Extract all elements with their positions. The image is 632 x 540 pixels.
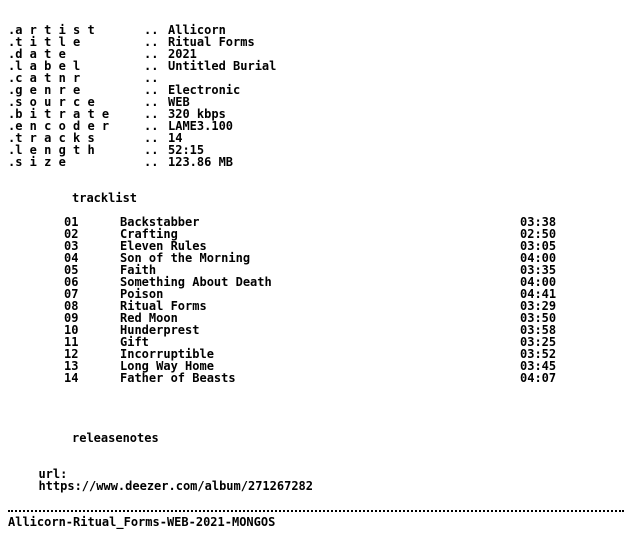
track-row [8,335,557,349]
track-duration: 04:00 [520,275,557,289]
meta-key: .s o u r c e [8,95,95,109]
tracklist-heading: tracklist [72,191,138,205]
meta-row-size [8,155,234,169]
meta-key: .s i z e [8,155,66,169]
track-row [8,323,557,337]
track-row [8,251,557,265]
dotted-divider [8,510,624,512]
track-title: Eleven Rules [120,239,207,253]
track-title: Backstabber [120,215,200,229]
track-title: Gift [120,335,149,349]
meta-separator: .. [144,95,159,109]
track-number: 10 [64,323,79,337]
meta-key: .l a b e l [8,59,81,73]
track-title: Father of Beasts [120,371,236,385]
meta-separator: .. [144,131,159,145]
track-number: 14 [64,371,79,385]
track-title: Hunderprest [120,323,200,337]
track-duration: 03:52 [520,347,557,361]
meta-separator: .. [144,71,159,85]
meta-separator: .. [144,47,159,61]
track-duration: 03:50 [520,311,557,325]
track-duration: 02:50 [520,227,557,241]
track-duration: 03:38 [520,215,557,229]
track-number: 04 [64,251,79,265]
track-number: 09 [64,311,79,325]
track-duration: 03:35 [520,263,557,277]
track-title: Crafting [120,227,178,241]
track-row [8,215,557,229]
track-number: 08 [64,299,79,313]
track-duration: 04:41 [520,287,557,301]
meta-separator: .. [144,83,159,97]
track-title: Ritual Forms [120,299,207,313]
meta-value: Allicorn [168,23,226,37]
track-row [8,287,557,301]
track-row [8,239,557,253]
track-duration: 03:25 [520,335,557,349]
track-row [8,311,557,325]
meta-value: 2021 [168,47,197,61]
meta-separator: .. [144,35,159,49]
meta-value: Electronic [168,83,241,97]
meta-key: .d a t e [8,47,66,61]
track-number: 07 [64,287,79,301]
track-number: 02 [64,227,79,241]
release-url[interactable]: https://www.deezer.com/album/271267282 [38,479,313,493]
meta-value: LAME3.100 [168,119,234,133]
track-duration: 03:05 [520,239,557,253]
meta-value: WEB [168,95,190,109]
meta-separator: .. [144,59,159,73]
track-row [8,299,557,313]
meta-key: .e n c o d e r [8,119,110,133]
track-number: 13 [64,359,79,373]
release-name-footer: Allicorn-Ritual_Forms-WEB-2021-MONGOS [8,515,276,529]
meta-separator: .. [144,107,159,121]
meta-key: .a r t i s t [8,23,95,37]
track-title: Incorruptible [120,347,214,361]
track-row [8,275,557,289]
track-row [8,359,557,373]
track-duration: 03:58 [520,323,557,337]
meta-value: Ritual Forms [168,35,255,49]
track-duration: 04:00 [520,251,557,265]
track-title: Long Way Home [120,359,214,373]
track-number: 11 [64,335,79,349]
track-number: 03 [64,239,79,253]
url-row [24,456,313,493]
track-number: 12 [64,347,79,361]
meta-key: .t i t l e [8,35,81,49]
track-row [8,347,557,361]
meta-value: 52:15 [168,143,205,157]
meta-key: .g e n r e [8,83,81,97]
track-number: 01 [64,215,79,229]
meta-key: .l e n g t h [8,143,95,157]
url-label: url: [38,467,68,481]
track-title: Red Moon [120,311,178,325]
meta-key: .t r a c k s [8,131,95,145]
releasenotes-heading: releasenotes [72,431,159,445]
meta-value: 123.86 MB [168,155,234,169]
track-title: Faith [120,263,157,277]
track-title: Son of the Morning [120,251,251,265]
track-number: 06 [64,275,79,289]
meta-separator: .. [144,119,159,133]
track-duration: 04:07 [520,371,557,385]
meta-key: .c a t n r [8,71,81,85]
track-title: Something About Death [120,275,272,289]
track-title: Poison [120,287,164,301]
meta-value: 14 [168,131,183,145]
track-row [8,371,557,385]
meta-key: .b i t r a t e [8,107,110,121]
track-duration: 03:29 [520,299,557,313]
track-duration: 03:45 [520,359,557,373]
track-row [8,263,557,277]
track-number: 05 [64,263,79,277]
meta-value: 320 kbps [168,107,226,121]
meta-value: Untitled Burial [168,59,277,73]
meta-separator: .. [144,155,159,169]
track-row [8,227,557,241]
meta-separator: .. [144,23,159,37]
meta-separator: .. [144,143,159,157]
